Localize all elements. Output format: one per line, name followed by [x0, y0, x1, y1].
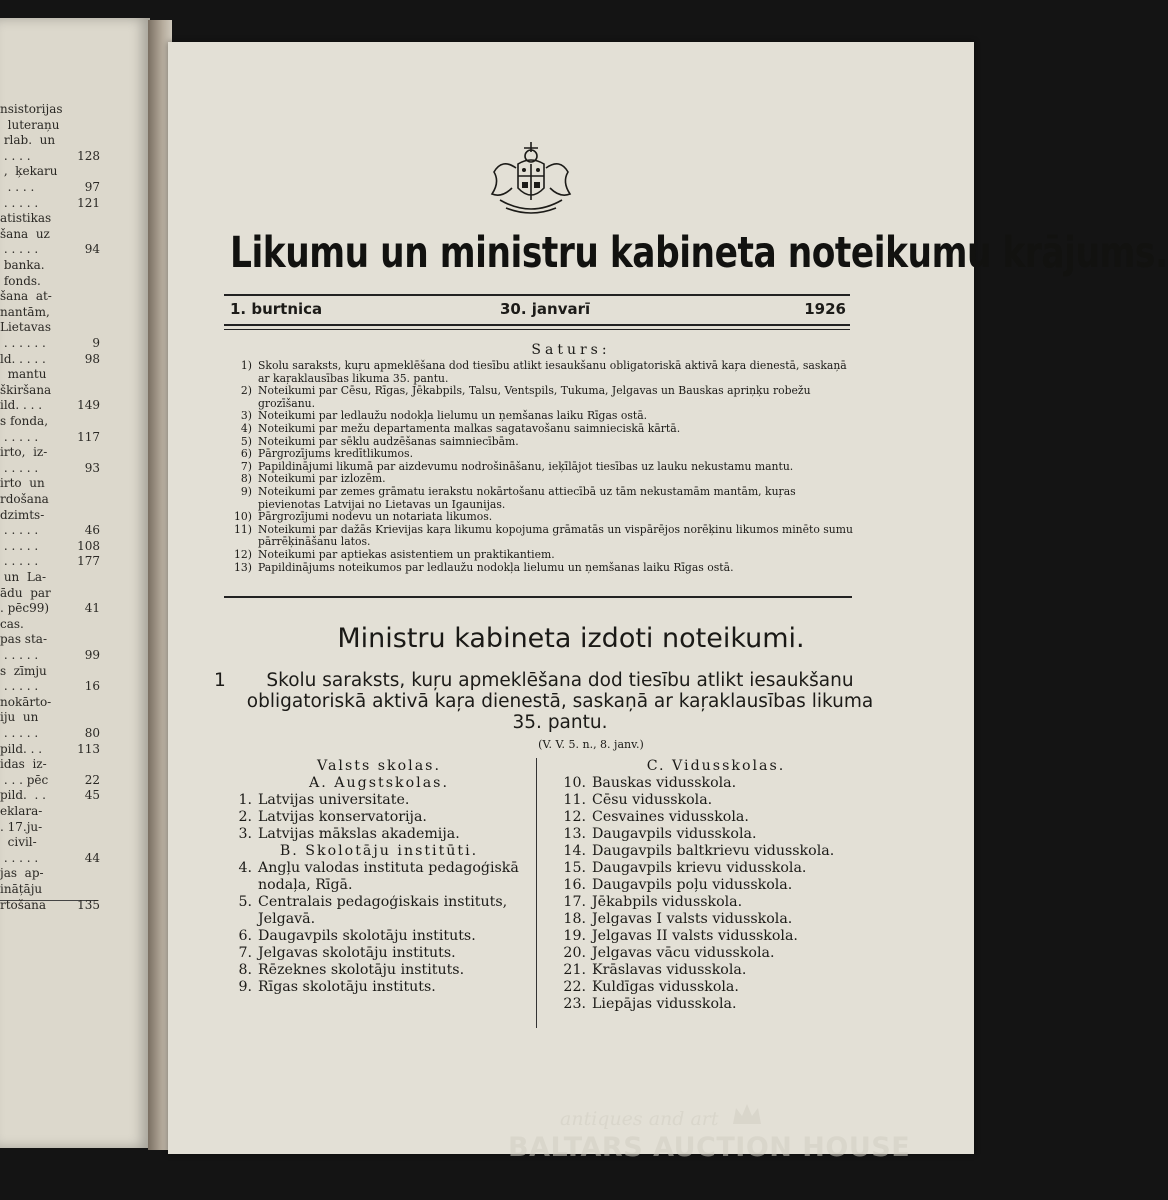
- school-number: 1.: [238, 792, 252, 808]
- left-page-line-number: 41: [84, 601, 100, 616]
- left-page-line-text: . . . . .: [0, 429, 39, 444]
- school-name: Daugavpils baltkrievu vidusskola.: [592, 843, 835, 859]
- school-name: Daugavpils skolotāju instituts.: [258, 928, 476, 944]
- left-page-line-text: jas ap-: [0, 866, 44, 881]
- school-list-item: [556, 945, 876, 962]
- left-page-line-number: 99: [84, 648, 100, 662]
- left-page-line-text: škiršana: [0, 382, 52, 397]
- school-list-item: [222, 894, 536, 928]
- left-page-line-text: luteraņu: [0, 117, 60, 132]
- school-name: Jelgavas II valsts vidusskola.: [592, 928, 798, 944]
- school-number: 21.: [563, 962, 586, 978]
- left-page-line-text: rtošana: [0, 897, 46, 912]
- school-list-item: [556, 809, 876, 826]
- contents-item-text: Papildinājums noteikumos par ledlaužu nodokļa lielumu un ņemšanas laiku Rīgas ostā.: [258, 560, 734, 574]
- school-number: 7.: [238, 945, 252, 961]
- school-list-item: [556, 877, 876, 894]
- left-page-line-text: rlab. un: [0, 133, 56, 148]
- school-name: Daugavpils krievu vidusskola.: [592, 860, 807, 876]
- school-number: 17.: [563, 894, 586, 910]
- left-page-line-text: ld. . . . .: [0, 351, 46, 366]
- contents-item: [228, 486, 856, 511]
- contents-item-text: Papildinājumi likumā par aizdevumu nodrošināšanu, ieķīlājot tiesības uz lauku nekustamu mantu.: [258, 459, 794, 473]
- left-page-line-text: . . . . .: [0, 242, 39, 257]
- left-page-line-text: . . . . .: [0, 195, 39, 210]
- contents-item-number: 5): [240, 434, 252, 448]
- contents-item-number: 1): [240, 359, 252, 372]
- decree-title: Skolu saraksts, kuŗu apmeklēšana dod tiesību atlikt iesaukšanu obligatoriskā aktivā kaŗa dienestā, saskaņā ar kaŗaklausības likuma 35. pantu.: [246, 670, 874, 733]
- contents-item-text: Noteikumi par aptiekas asistentiem un praktikantiem.: [258, 547, 555, 561]
- school-number: 9.: [238, 979, 252, 995]
- left-column: [222, 758, 536, 996]
- left-page-line-number: 16: [84, 679, 100, 694]
- secondary-schools-list: [556, 775, 876, 1013]
- left-page-line-number: 44: [84, 850, 100, 865]
- left-page-line-text: . . . . .: [0, 726, 39, 740]
- left-page-line-number: 98: [84, 351, 100, 366]
- left-page-line-text: irto un: [0, 476, 45, 491]
- school-name: Liepājas vidusskola.: [592, 996, 737, 1012]
- school-number: 12.: [563, 809, 586, 825]
- universities-heading: A. Augstskolas.: [309, 775, 449, 791]
- left-page-line-text: irto, iz-: [0, 445, 48, 460]
- left-page-line-text: . . . . .: [0, 679, 39, 694]
- right-column: [556, 758, 876, 1013]
- universities-list: [222, 792, 536, 843]
- school-name: Rīgas skolotāju instituts.: [258, 979, 436, 995]
- school-list-item: [222, 860, 536, 894]
- school-name: Cēsu vidusskola.: [592, 792, 713, 808]
- school-name: Jelgavas I valsts vidusskola.: [592, 911, 793, 927]
- section-heading: Ministru kabineta izdoti noteikumi.: [337, 623, 805, 654]
- left-page-line-text: atistikas: [0, 211, 52, 226]
- left-page-line-number: 46: [84, 523, 100, 538]
- contents-item-text: Noteikumi par ledlaužu nodokļa lielumu un ņemšanas laiku Rīgas ostā.: [258, 409, 648, 423]
- secondary-schools-heading: C. Vidusskolas.: [646, 758, 786, 774]
- crown-icon: [730, 1102, 764, 1128]
- coat-of-arms-icon: [486, 138, 576, 222]
- watermark-brand: BALTARS AUCTION HOUSE: [508, 1132, 911, 1163]
- left-page-line-number: 9: [92, 336, 100, 350]
- school-name: Latvijas universitate.: [258, 792, 410, 808]
- decree-reference: (V. V. 5. n., 8. janv.): [538, 738, 644, 751]
- school-list-item: [556, 911, 876, 928]
- contents-item-text: Skolu saraksts, kuŗu apmeklēšana dod tiesību atlikt iesaukšanu obligatoriskā aktivā kaŗa dienestā, saskaņā ar kaŗaklausības likuma 35. pantu.: [258, 359, 847, 385]
- contents-item-number: 2): [240, 384, 252, 398]
- left-page-line-text: Lietavas: [0, 320, 51, 335]
- left-page-line-text: ināțāju: [0, 882, 43, 896]
- school-list-item: [222, 979, 536, 996]
- school-list-item: [556, 962, 876, 979]
- school-list-item: [556, 826, 876, 843]
- left-page-line-number: 121: [77, 195, 100, 210]
- left-page-line-text: iju un: [0, 710, 39, 725]
- left-page-line-number: 113: [77, 741, 100, 756]
- school-number: 3.: [238, 826, 252, 842]
- left-page-line-text: cas.: [0, 616, 24, 631]
- left-page-line-text: . . . .: [0, 180, 35, 194]
- left-page-line-text: s zīmju: [0, 663, 47, 678]
- teacher-institutes-heading: B. Skolotāju institūti.: [279, 843, 479, 859]
- issue-number: 1. burtnica: [230, 300, 323, 318]
- contents-item: [228, 524, 856, 549]
- title-rule-bottom-thin: [224, 329, 850, 330]
- title-rule-top: [224, 294, 850, 296]
- left-page-line-text: . . . . .: [0, 538, 39, 553]
- left-page-line-number: 45: [84, 788, 100, 803]
- left-page-line-number: 94: [84, 242, 100, 257]
- school-number: 20.: [563, 945, 586, 961]
- contents-item-text: Noteikumi par sēklu audzēšanas saimniecībām.: [258, 434, 519, 448]
- school-name: Daugavpils vidusskola.: [592, 826, 757, 842]
- school-list-item: [556, 996, 876, 1013]
- watermark-tagline: antiques and art: [560, 1108, 719, 1130]
- left-page-line-text: nantām,: [0, 304, 50, 319]
- school-name: Cesvaines vidusskola.: [592, 809, 749, 825]
- contents-item-number: 4): [240, 421, 252, 435]
- left-page-line-number: 117: [77, 429, 100, 444]
- contents-item-text: Noteikumi par zemes grāmatu ierakstu nokārtošanu attiecībā uz tām nekustamām mantām, kuŗas pievienotas Latvijai no Lietavas un Igaunijas.: [258, 484, 796, 511]
- left-page-line-text: mantu: [0, 367, 47, 382]
- school-number: 14.: [563, 843, 586, 859]
- contents-item: [228, 385, 856, 410]
- left-page-line-text: ādu par: [0, 585, 51, 600]
- school-number: 11.: [563, 792, 586, 808]
- left-page-line-text: . . . .: [0, 148, 31, 163]
- school-number: 18.: [563, 911, 586, 927]
- document-page: [168, 42, 1168, 1154]
- contents-item-number: 7): [240, 459, 252, 473]
- school-name: Kuldīgas vidusskola.: [592, 979, 739, 995]
- school-number: 2.: [238, 809, 252, 825]
- school-name: Latvijas mākslas akademija.: [258, 826, 460, 842]
- contents-item-text: Noteikumi par mežu departamenta malkas sagatavošanu saimnieciskā kārtā.: [258, 421, 681, 435]
- school-list-item: [222, 962, 536, 979]
- school-number: 22.: [563, 979, 586, 995]
- left-page-line-text: . . . . .: [0, 648, 39, 662]
- contents-rule: [224, 596, 852, 598]
- school-name: Krāslavas vidusskola.: [592, 962, 747, 978]
- left-page-line-number: 93: [84, 460, 100, 475]
- school-list-item: [222, 826, 536, 843]
- left-page-fragment: [0, 18, 150, 1148]
- issue-year: 1926: [804, 300, 846, 318]
- school-name: Bauskas vidusskola.: [592, 775, 737, 791]
- school-name: Latvijas konservatorija.: [258, 809, 427, 825]
- school-number: 6.: [238, 928, 252, 944]
- school-number: 23.: [563, 996, 586, 1012]
- school-number: 10.: [563, 775, 586, 791]
- column-divider: [536, 758, 537, 1028]
- left-page-line-text: . . . . .: [0, 523, 39, 538]
- journal-title: Likumu un ministru kabineta noteikumu krājums.: [230, 228, 1168, 278]
- school-list-item: [556, 894, 876, 911]
- left-page-line-text: . pēc99): [0, 601, 50, 616]
- title-rule-bottom: [224, 324, 850, 326]
- contents-item-text: Noteikumi par Cēsu, Rīgas, Jēkabpils, Talsu, Ventspils, Tukuma, Jelgavas un Bauskas apriņķu robežu grozīšanu.: [258, 384, 811, 410]
- state-schools-heading: Valsts skolas.: [317, 758, 441, 774]
- left-page-line-text: . . . . .: [0, 850, 39, 865]
- left-page-line-number: 97: [84, 180, 100, 194]
- school-list-item: [222, 792, 536, 809]
- school-number: 13.: [563, 826, 586, 842]
- contents-heading: Saturs:: [531, 342, 611, 358]
- issue-date: 30. janvarī: [500, 300, 591, 318]
- school-list-item: [556, 792, 876, 809]
- contents-item-number: 3): [240, 409, 252, 423]
- left-page-line-text: pild. . .: [0, 788, 46, 803]
- contents-item: [228, 360, 856, 385]
- school-name: Rēzeknes skolotāju instituts.: [258, 962, 465, 978]
- contents-list: [228, 360, 856, 574]
- left-page-line-text: nokārto-: [0, 694, 52, 709]
- contents-item-number: 9): [240, 484, 252, 498]
- contents-item-text: Pārgrozījums kredītlikumos.: [258, 447, 413, 461]
- left-page-line-text: s fonda,: [0, 414, 49, 428]
- contents-item-text: Pārgrozījumi nodevu un notariata likumos.: [258, 510, 493, 524]
- left-page-line-text: . . . . . .: [0, 336, 46, 350]
- school-list-item: [222, 945, 536, 962]
- contents-item-number: 12): [234, 547, 252, 561]
- school-list-item: [556, 843, 876, 860]
- contents-item-number: 11): [234, 522, 252, 536]
- left-page-line-text: . . . pēc: [0, 772, 49, 787]
- left-page-line-number: 128: [77, 148, 100, 163]
- school-number: 5.: [238, 894, 252, 910]
- school-list-item: [556, 860, 876, 877]
- left-page-line-text: . 17.ju-: [0, 819, 43, 834]
- left-page-line-text: nsistorijas: [0, 102, 63, 116]
- left-page-line-text: banka.: [0, 258, 45, 272]
- school-name: Angļu valodas instituta pedagoģiskā nodaļa, Rīgā.: [258, 860, 519, 893]
- left-page-line-number: 135: [77, 897, 100, 912]
- school-number: 19.: [563, 928, 586, 944]
- school-list-item: [222, 928, 536, 945]
- left-page-line-number: 108: [77, 538, 100, 553]
- left-page-line-text: rdošana: [0, 492, 49, 506]
- contents-item-text: Noteikumi par dažās Krievijas kaŗa likumu kopojuma grāmatās un vispārējos norēķinu likumos minēto sumu pārrēķināšanu latos.: [258, 522, 853, 549]
- school-number: 8.: [238, 962, 252, 978]
- contents-item-number: 8): [240, 472, 252, 486]
- school-number: 15.: [563, 860, 586, 876]
- school-list-item: [556, 775, 876, 792]
- left-page-line-text: pas sta-: [0, 632, 47, 647]
- decree-heading: [214, 670, 874, 733]
- decree-number: 1: [214, 670, 226, 691]
- contents-item-number: 6): [240, 447, 252, 461]
- left-page-line-number: 22: [84, 772, 100, 787]
- school-list-item: [556, 979, 876, 996]
- school-name: Jelgavas skolotāju instituts.: [258, 945, 456, 961]
- left-page-line-text: šana at-: [0, 289, 52, 304]
- left-page-line-number: 149: [77, 398, 100, 413]
- contents-item-text: Noteikumi par izlozēm.: [258, 472, 386, 486]
- left-page-line-text: idas iz-: [0, 757, 47, 772]
- left-page-line-text: , ķekaru: [0, 164, 58, 179]
- left-page-line-number: 177: [77, 554, 100, 569]
- left-page-line-number: 80: [84, 726, 100, 740]
- teacher-institutes-list: [222, 860, 536, 996]
- school-list-item: [556, 928, 876, 945]
- contents-item-number: 13): [234, 560, 252, 574]
- school-name: Centralais pedagoģiskais instituts, Jelgavā.: [258, 894, 508, 927]
- left-page-line-text: un La-: [0, 570, 47, 584]
- contents-item: [228, 562, 856, 575]
- school-name: Jēkabpils vidusskola.: [592, 894, 743, 910]
- school-number: 16.: [563, 877, 586, 893]
- left-page-line-text: eklara-: [0, 804, 43, 818]
- contents-item-number: 10): [234, 510, 252, 524]
- school-list-item: [222, 809, 536, 826]
- left-page-line-text: . . . . .: [0, 460, 39, 475]
- left-page-line-text: ild. . . .: [0, 398, 43, 413]
- watermark: [500, 1108, 920, 1168]
- left-page-line-text: dzimts-: [0, 507, 45, 522]
- left-page-line-text: fonds.: [0, 273, 41, 288]
- school-name: Jelgavas vācu vidusskola.: [592, 945, 775, 961]
- left-page-line-text: . . . . .: [0, 554, 39, 569]
- school-number: 4.: [238, 860, 252, 876]
- left-page-line-text: pild. . .: [0, 741, 43, 756]
- left-page-line-text: šana uz: [0, 226, 50, 241]
- school-name: Daugavpils poļu vidusskola.: [592, 877, 793, 893]
- left-page-line-text: civil-: [0, 835, 37, 850]
